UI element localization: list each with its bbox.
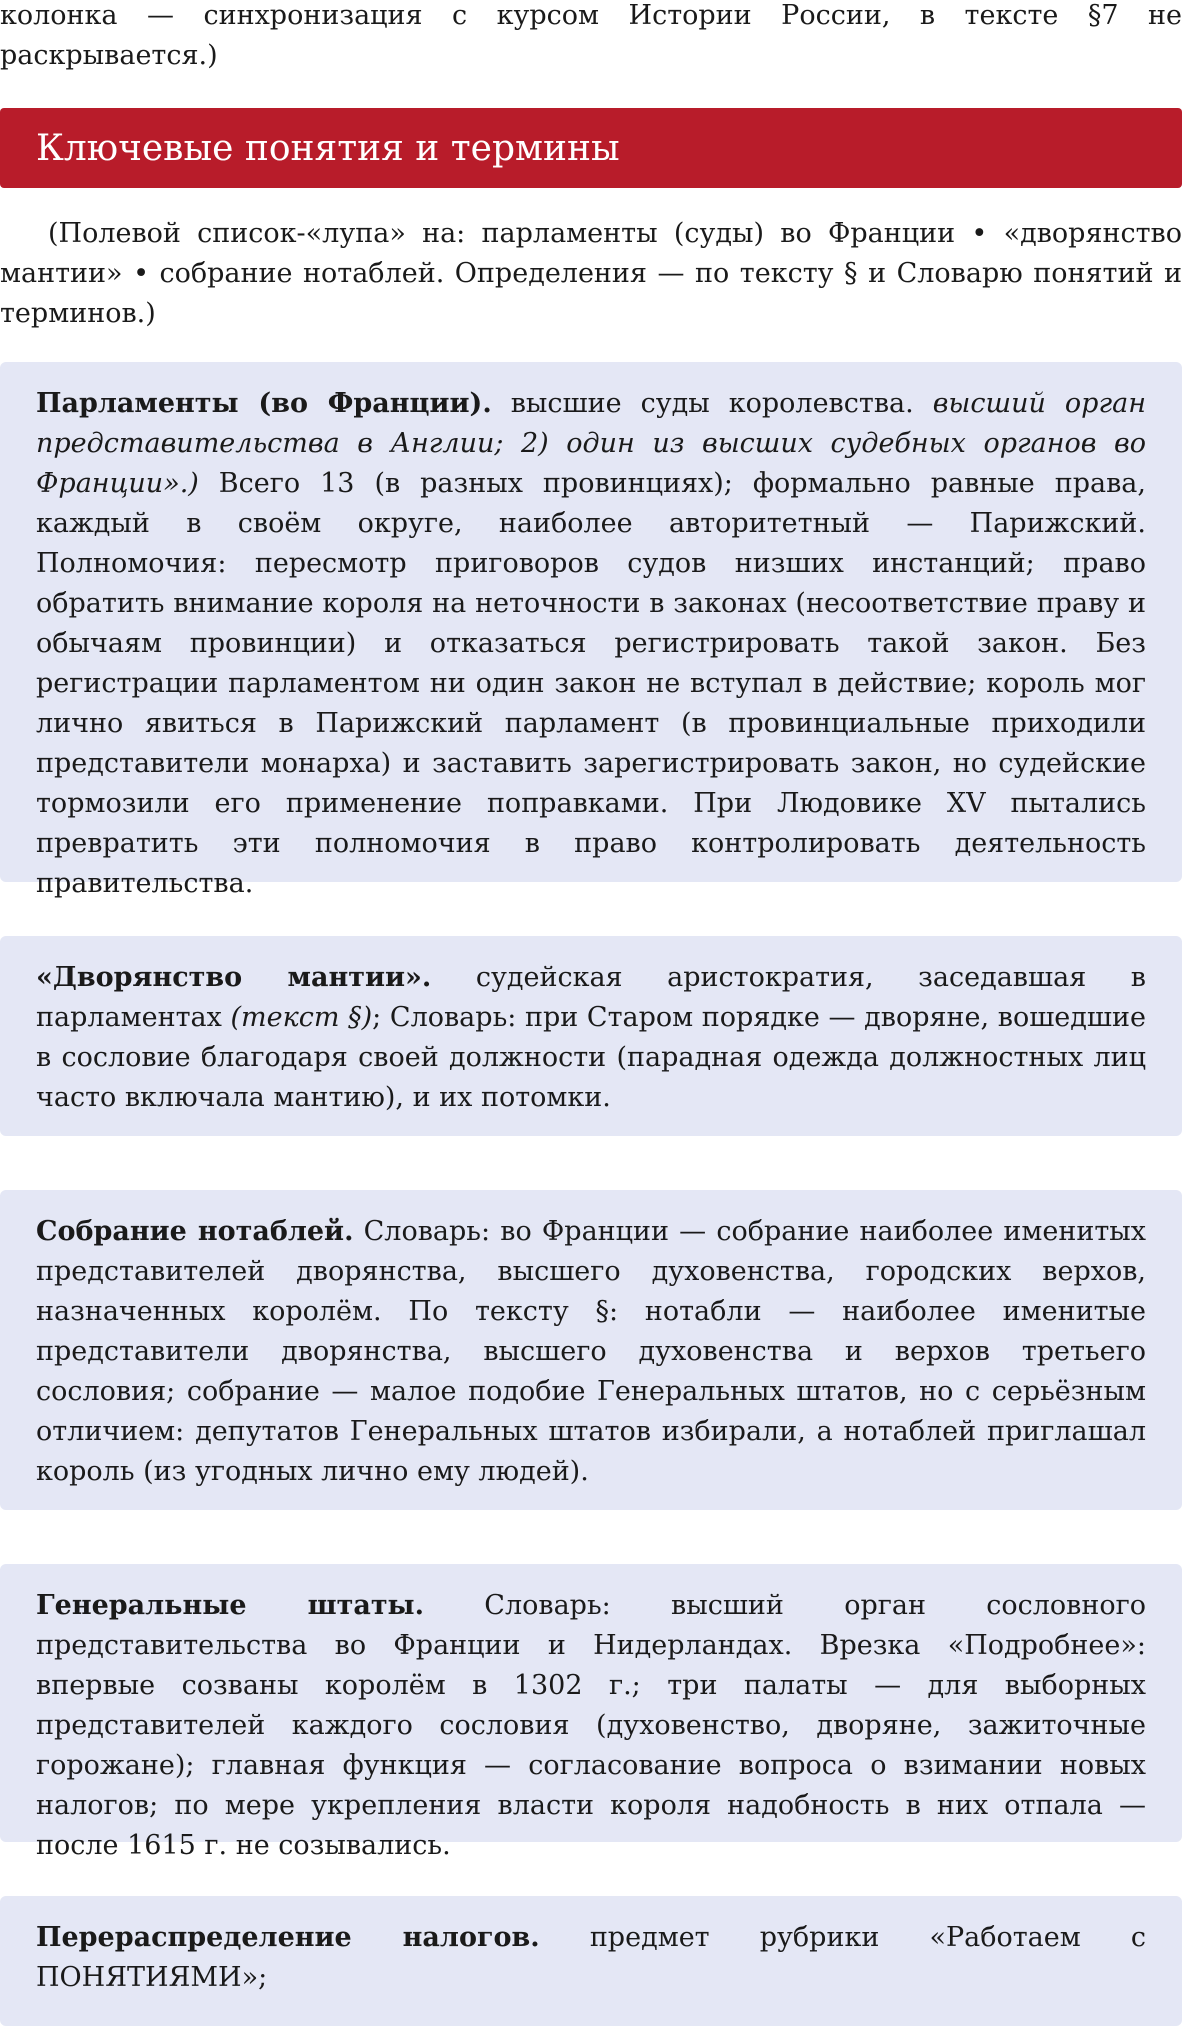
term-body: ; Словарь: при Старом порядке — дворяне, вошедшие в сословие благодаря своей должности (парадная одежда должностных лиц часто включала мантию), и их потомки. (36, 1002, 1146, 1113)
term-card-nobility-robe (0, 936, 1182, 1136)
term-definition (36, 1212, 1146, 1492)
term-definition (36, 384, 1146, 904)
section-title: Ключевые понятия и термины (36, 127, 620, 169)
term-title: Перераспределение налогов. (36, 1922, 540, 1953)
note-paragraph: (Полевой список-«лупа» на: парламенты (суды) во Франции • «дворянство мантии» • собрание нотаблей. Определения — по тексту § и Словарю понятий и терминов.) (0, 218, 1182, 329)
term-card-parliaments (0, 362, 1182, 899)
term-title: «Дворянство мантии». (36, 962, 432, 993)
term-title: Собрание нотаблей. (36, 1216, 354, 1247)
term-lead: предмет рубрики «Работаем с ПОНЯТИЯМИ»; (36, 1922, 1146, 1993)
term-lead: Словарь: во Франции — собрание наиболее именитых представителей дворянства, высшего духовенства, городских верхов, назначенных королём. По тексту §: нотабли — наиболее именитые представители дворянства, высшего духовенства и верхов третьего сословия; собрание — малое подобие Генеральных штатов, но с серьёзным отличием: депутатов Генеральных штатов избирали, а нотаблей приглашал король (из угодных лично ему людей). (36, 1216, 1146, 1487)
term-definition (36, 1918, 1146, 1998)
term-definition (36, 958, 1146, 1118)
term-card-notables (0, 1190, 1182, 1510)
term-card-estates-general (0, 1564, 1182, 1861)
term-body: Всего 13 (в разных провинциях); формально равные права, каждый в своём округе, наиболее авторитетный — Парижский. Полномочия: пересмотр приговоров судов низших инстанций; право обратить внимание короля на неточности в законах (несоответствие праву и обычаям провинции) и отказаться регистрировать такой закон. Без регистрации парламентом ни один закон не вступал в действие; король мог лично явиться в Парижский парламент (в провинциальные приходили представители монарха) и заставить зарегистрировать закон, но судейские тормозили его применение поправками. При Людовике XV пытались превратить эти полномочия в право контролировать деятельность правительства. (36, 468, 1146, 899)
term-italic: (текст §) (230, 1002, 373, 1033)
term-lead: высшие суды королевства. (491, 388, 933, 419)
term-title: Парламенты (во Франции). (36, 388, 492, 419)
section-header (0, 108, 1182, 188)
term-lead: Словарь: высший орган сословного представительства во Франции и Нидерландах. Врезка «Подробнее»: впервые созваны королём в 1302 г.; три палаты — для выборных представителей каждого сословия (духовенство, дворяне, зажиточные горожане); главная функция — согласование вопроса о взимании новых налогов; по мере укрепления власти короля надобность в них отпала — после 1615 г. не созывались. (36, 1590, 1146, 1861)
term-definition (36, 1586, 1146, 1866)
term-title: Генеральные штаты. (36, 1590, 425, 1621)
term-card-tax-redistribution (0, 1896, 1182, 2026)
term-italic: высший орган представительства в Англии; 2) один из высших судебных органов во Франции».) (36, 388, 1146, 499)
term-lead: судейская аристократия, заседавшая в парламентах (36, 962, 1146, 1033)
intro-paragraph: колонка — синхронизация с курсом Истории России, в тексте §7 не раскрывается.) (0, 0, 1182, 71)
